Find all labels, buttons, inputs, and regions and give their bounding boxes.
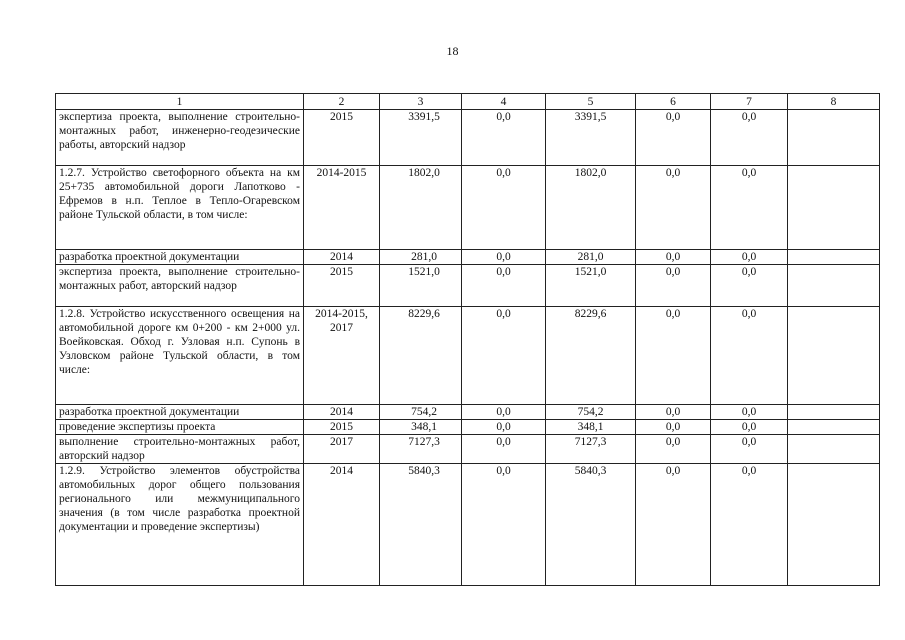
row-period: 2014-2015, 2017	[304, 307, 380, 405]
row-col8-value	[788, 307, 880, 405]
table-row	[56, 110, 880, 166]
column-header: 8	[788, 94, 880, 110]
row-col5-value: 5840,3	[546, 464, 636, 586]
row-col7-value: 0,0	[711, 405, 788, 420]
row-col7-value: 0,0	[711, 265, 788, 307]
row-col5-value: 1802,0	[546, 166, 636, 250]
row-col6-value: 0,0	[636, 265, 711, 307]
table-row	[56, 405, 880, 420]
row-col3-value: 5840,3	[380, 464, 462, 586]
row-col7-value: 0,0	[711, 464, 788, 586]
row-col4-value: 0,0	[462, 110, 546, 166]
page-number: 18	[446, 44, 459, 58]
row-col5-value: 7127,3	[546, 435, 636, 464]
row-col3-value: 348,1	[380, 420, 462, 435]
table-body	[56, 94, 880, 586]
row-col8-value	[788, 166, 880, 250]
row-col3-value: 8229,6	[380, 307, 462, 405]
row-period: 2014-2015	[304, 166, 380, 250]
table-row	[56, 420, 880, 435]
row-col7-value: 0,0	[711, 250, 788, 265]
row-col4-value: 0,0	[462, 166, 546, 250]
row-col3-value: 1521,0	[380, 265, 462, 307]
row-col6-value: 0,0	[636, 110, 711, 166]
row-col3-value: 754,2	[380, 405, 462, 420]
row-period: 2015	[304, 110, 380, 166]
row-col4-value: 0,0	[462, 420, 546, 435]
row-col5-value: 8229,6	[546, 307, 636, 405]
row-period: 2015	[304, 265, 380, 307]
table-row	[56, 265, 880, 307]
row-col3-value: 281,0	[380, 250, 462, 265]
row-period: 2015	[304, 420, 380, 435]
row-col8-value	[788, 464, 880, 586]
row-description: проведение экспертизы проекта	[56, 420, 304, 435]
row-col3-value: 3391,5	[380, 110, 462, 166]
table-row	[56, 166, 880, 250]
row-col7-value: 0,0	[711, 166, 788, 250]
row-col8-value	[788, 420, 880, 435]
row-period: 2014	[304, 464, 380, 586]
row-description: разработка проектной документации	[56, 405, 304, 420]
row-description: экспертиза проекта, выполнение строительно-монтажных работ, инженерно-геодезические работы, авторский надзор	[56, 110, 304, 166]
table-header-row	[56, 94, 880, 110]
row-col8-value	[788, 110, 880, 166]
row-col4-value: 0,0	[462, 405, 546, 420]
row-col5-value: 754,2	[546, 405, 636, 420]
column-header: 7	[711, 94, 788, 110]
row-description: 1.2.8. Устройство искусственного освещения на автомобильной дороге км 0+200 - км 2+000 ул. Воейковская. Обход г. Узловая н.п. Супонь в Узловском районе Тульской области, в том числе:	[56, 307, 304, 405]
row-col6-value: 0,0	[636, 435, 711, 464]
column-header: 3	[380, 94, 462, 110]
column-header: 6	[636, 94, 711, 110]
row-col6-value: 0,0	[636, 250, 711, 265]
row-col4-value: 0,0	[462, 464, 546, 586]
row-col6-value: 0,0	[636, 307, 711, 405]
row-col4-value: 0,0	[462, 307, 546, 405]
row-col6-value: 0,0	[636, 166, 711, 250]
row-col4-value: 0,0	[462, 250, 546, 265]
column-header: 5	[546, 94, 636, 110]
row-col3-value: 1802,0	[380, 166, 462, 250]
row-col5-value: 1521,0	[546, 265, 636, 307]
row-col8-value	[788, 265, 880, 307]
column-header: 4	[462, 94, 546, 110]
table-row	[56, 464, 880, 586]
row-description: 1.2.7. Устройство светофорного объекта на км 25+735 автомобильной дороги Лапотково - Ефремов в н.п. Теплое в Тепло-Огаревском районе Тульской области, в том числе:	[56, 166, 304, 250]
row-col5-value: 348,1	[546, 420, 636, 435]
row-description: разработка проектной документации	[56, 250, 304, 265]
row-period: 2014	[304, 250, 380, 265]
column-header: 1	[56, 94, 304, 110]
row-period: 2014	[304, 405, 380, 420]
table-row	[56, 307, 880, 405]
row-col7-value: 0,0	[711, 420, 788, 435]
row-period: 2017	[304, 435, 380, 464]
row-col6-value: 0,0	[636, 405, 711, 420]
row-description: экспертиза проекта, выполнение строительно-монтажных работ, авторский надзор	[56, 265, 304, 307]
row-col7-value: 0,0	[711, 435, 788, 464]
row-description: 1.2.9. Устройство элементов обустройства автомобильных дорог общего пользования регионального или межмуниципального значения (в том числе разработка проектной документации и проведение экспертизы)	[56, 464, 304, 586]
row-col5-value: 3391,5	[546, 110, 636, 166]
row-col4-value: 0,0	[462, 265, 546, 307]
row-col5-value: 281,0	[546, 250, 636, 265]
row-col7-value: 0,0	[711, 110, 788, 166]
budget-table	[55, 93, 880, 586]
row-col4-value: 0,0	[462, 435, 546, 464]
row-col8-value	[788, 405, 880, 420]
row-description: выполнение строительно-монтажных работ, авторский надзор	[56, 435, 304, 464]
row-col7-value: 0,0	[711, 307, 788, 405]
column-header: 2	[304, 94, 380, 110]
row-col6-value: 0,0	[636, 420, 711, 435]
row-col3-value: 7127,3	[380, 435, 462, 464]
row-col6-value: 0,0	[636, 464, 711, 586]
row-col8-value	[788, 250, 880, 265]
row-col8-value	[788, 435, 880, 464]
table-row	[56, 250, 880, 265]
table-row	[56, 435, 880, 464]
